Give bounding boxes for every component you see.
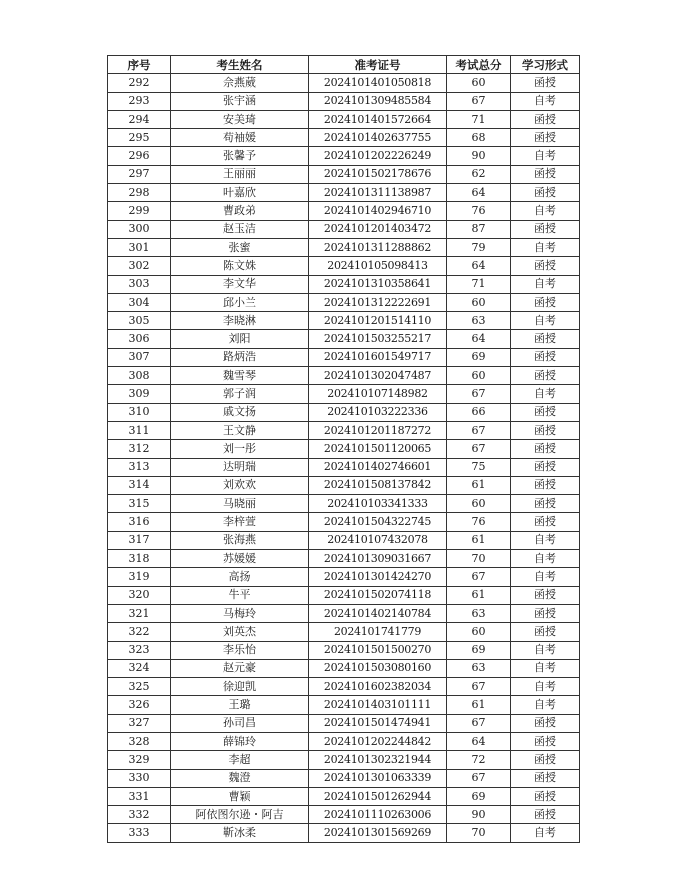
study-mode-cell: 自考 xyxy=(511,202,580,220)
study-mode-cell: 自考 xyxy=(511,531,580,549)
table-row xyxy=(108,787,580,805)
study-mode-cell: 函授 xyxy=(511,586,580,604)
admission-ticket-cell: 2024101201187272 xyxy=(309,421,447,439)
total-score-cell: 60 xyxy=(447,74,511,92)
admission-ticket-cell: 202410103222336 xyxy=(309,403,447,421)
study-mode-cell: 自考 xyxy=(511,385,580,403)
admission-ticket-cell: 2024101309031667 xyxy=(309,550,447,568)
admission-ticket-cell: 2024101504322745 xyxy=(309,513,447,531)
candidate-name-cell: 曹颖 xyxy=(171,787,309,805)
admission-ticket-cell: 2024101202244842 xyxy=(309,732,447,750)
candidate-name-cell: 魏澄 xyxy=(171,769,309,787)
candidate-name-cell: 李梓萱 xyxy=(171,513,309,531)
serial-number-cell: 309 xyxy=(108,385,171,403)
total-score-cell: 76 xyxy=(447,513,511,531)
total-score-cell: 61 xyxy=(447,531,511,549)
serial-number-cell: 292 xyxy=(108,74,171,92)
table-row xyxy=(108,550,580,568)
table-row xyxy=(108,458,580,476)
table-row xyxy=(108,74,580,92)
total-score-cell: 63 xyxy=(447,312,511,330)
candidate-name-cell: 张蜜 xyxy=(171,238,309,256)
total-score-cell: 79 xyxy=(447,238,511,256)
serial-number-cell: 316 xyxy=(108,513,171,531)
table-row xyxy=(108,367,580,385)
candidate-name-cell: 刘欢欢 xyxy=(171,476,309,494)
table-row xyxy=(108,604,580,622)
table-row xyxy=(108,275,580,293)
header-study-mode: 学习形式 xyxy=(511,56,580,74)
serial-number-cell: 326 xyxy=(108,696,171,714)
table-row xyxy=(108,403,580,421)
study-mode-cell: 自考 xyxy=(511,678,580,696)
table-row xyxy=(108,586,580,604)
total-score-cell: 61 xyxy=(447,586,511,604)
study-mode-cell: 函授 xyxy=(511,330,580,348)
candidate-name-cell: 叶嘉欣 xyxy=(171,184,309,202)
candidate-name-cell: 赵元豪 xyxy=(171,659,309,677)
total-score-cell: 90 xyxy=(447,806,511,824)
admission-ticket-cell: 2024101402746601 xyxy=(309,458,447,476)
admission-ticket-cell: 2024101202226249 xyxy=(309,147,447,165)
study-mode-cell: 自考 xyxy=(511,550,580,568)
serial-number-cell: 299 xyxy=(108,202,171,220)
table-row xyxy=(108,385,580,403)
header-total-score: 考试总分 xyxy=(447,56,511,74)
serial-number-cell: 293 xyxy=(108,92,171,110)
table-body xyxy=(108,74,580,842)
study-mode-cell: 函授 xyxy=(511,714,580,732)
total-score-cell: 76 xyxy=(447,202,511,220)
admission-ticket-cell: 2024101309485584 xyxy=(309,92,447,110)
serial-number-cell: 324 xyxy=(108,659,171,677)
serial-number-cell: 327 xyxy=(108,714,171,732)
study-mode-cell: 函授 xyxy=(511,129,580,147)
candidate-name-cell: 赵玉洁 xyxy=(171,220,309,238)
candidate-name-cell: 邱小兰 xyxy=(171,293,309,311)
serial-number-cell: 303 xyxy=(108,275,171,293)
total-score-cell: 67 xyxy=(447,678,511,696)
admission-ticket-cell: 2024101201403472 xyxy=(309,220,447,238)
serial-number-cell: 305 xyxy=(108,312,171,330)
admission-ticket-cell: 2024101301063339 xyxy=(309,769,447,787)
candidate-name-cell: 陈文姝 xyxy=(171,257,309,275)
serial-number-cell: 296 xyxy=(108,147,171,165)
table-row xyxy=(108,440,580,458)
total-score-cell: 67 xyxy=(447,714,511,732)
total-score-cell: 68 xyxy=(447,129,511,147)
candidate-name-cell: 阿依图尔逊・阿吉 xyxy=(171,806,309,824)
candidate-name-cell: 张海燕 xyxy=(171,531,309,549)
header-admission-ticket-number: 准考证号 xyxy=(309,56,447,74)
candidate-name-cell: 李超 xyxy=(171,751,309,769)
table-row xyxy=(108,129,580,147)
study-mode-cell: 函授 xyxy=(511,367,580,385)
study-mode-cell: 函授 xyxy=(511,604,580,622)
study-mode-cell: 自考 xyxy=(511,275,580,293)
total-score-cell: 70 xyxy=(447,824,511,842)
study-mode-cell: 函授 xyxy=(511,440,580,458)
total-score-cell: 69 xyxy=(447,787,511,805)
total-score-cell: 64 xyxy=(447,257,511,275)
serial-number-cell: 313 xyxy=(108,458,171,476)
study-mode-cell: 函授 xyxy=(511,184,580,202)
admission-ticket-cell: 2024101310358641 xyxy=(309,275,447,293)
candidate-name-cell: 王文静 xyxy=(171,421,309,439)
table-row xyxy=(108,147,580,165)
study-mode-cell: 自考 xyxy=(511,824,580,842)
candidate-name-cell: 徐迎凯 xyxy=(171,678,309,696)
serial-number-cell: 302 xyxy=(108,257,171,275)
total-score-cell: 64 xyxy=(447,330,511,348)
serial-number-cell: 298 xyxy=(108,184,171,202)
candidate-name-cell: 李晓淋 xyxy=(171,312,309,330)
candidate-name-cell: 李文华 xyxy=(171,275,309,293)
total-score-cell: 62 xyxy=(447,165,511,183)
exam-results-table xyxy=(107,55,580,843)
study-mode-cell: 自考 xyxy=(511,641,580,659)
serial-number-cell: 318 xyxy=(108,550,171,568)
table-row xyxy=(108,92,580,110)
candidate-name-cell: 牛平 xyxy=(171,586,309,604)
table-row xyxy=(108,714,580,732)
study-mode-cell: 自考 xyxy=(511,147,580,165)
serial-number-cell: 317 xyxy=(108,531,171,549)
candidate-name-cell: 佘燕葳 xyxy=(171,74,309,92)
total-score-cell: 60 xyxy=(447,293,511,311)
table-row xyxy=(108,330,580,348)
serial-number-cell: 304 xyxy=(108,293,171,311)
study-mode-cell: 自考 xyxy=(511,238,580,256)
candidate-name-cell: 刘一彤 xyxy=(171,440,309,458)
candidate-name-cell: 魏雪琴 xyxy=(171,367,309,385)
study-mode-cell: 自考 xyxy=(511,659,580,677)
admission-ticket-cell: 2024101312222691 xyxy=(309,293,447,311)
study-mode-cell: 函授 xyxy=(511,74,580,92)
serial-number-cell: 329 xyxy=(108,751,171,769)
total-score-cell: 66 xyxy=(447,403,511,421)
candidate-name-cell: 苟袖媛 xyxy=(171,129,309,147)
serial-number-cell: 332 xyxy=(108,806,171,824)
serial-number-cell: 300 xyxy=(108,220,171,238)
header-candidate-name: 考生姓名 xyxy=(171,56,309,74)
serial-number-cell: 321 xyxy=(108,604,171,622)
table-row xyxy=(108,293,580,311)
candidate-name-cell: 孙司昌 xyxy=(171,714,309,732)
admission-ticket-cell: 2024101402946710 xyxy=(309,202,447,220)
study-mode-cell: 函授 xyxy=(511,495,580,513)
study-mode-cell: 函授 xyxy=(511,623,580,641)
total-score-cell: 87 xyxy=(447,220,511,238)
table-row xyxy=(108,659,580,677)
study-mode-cell: 函授 xyxy=(511,732,580,750)
table-row xyxy=(108,769,580,787)
serial-number-cell: 311 xyxy=(108,421,171,439)
table-row xyxy=(108,732,580,750)
table-row xyxy=(108,531,580,549)
serial-number-cell: 301 xyxy=(108,238,171,256)
serial-number-cell: 325 xyxy=(108,678,171,696)
serial-number-cell: 295 xyxy=(108,129,171,147)
total-score-cell: 60 xyxy=(447,495,511,513)
table-row xyxy=(108,495,580,513)
total-score-cell: 60 xyxy=(447,623,511,641)
serial-number-cell: 312 xyxy=(108,440,171,458)
admission-ticket-cell: 202410107432078 xyxy=(309,531,447,549)
total-score-cell: 60 xyxy=(447,367,511,385)
study-mode-cell: 函授 xyxy=(511,769,580,787)
total-score-cell: 61 xyxy=(447,696,511,714)
total-score-cell: 70 xyxy=(447,550,511,568)
study-mode-cell: 自考 xyxy=(511,568,580,586)
study-mode-cell: 函授 xyxy=(511,293,580,311)
admission-ticket-cell: 2024101602382034 xyxy=(309,678,447,696)
candidate-name-cell: 戚文扬 xyxy=(171,403,309,421)
total-score-cell: 71 xyxy=(447,110,511,128)
admission-ticket-cell: 2024101508137842 xyxy=(309,476,447,494)
admission-ticket-cell: 2024101311138987 xyxy=(309,184,447,202)
candidate-name-cell: 张馨予 xyxy=(171,147,309,165)
table-row xyxy=(108,257,580,275)
candidate-name-cell: 刘英杰 xyxy=(171,623,309,641)
total-score-cell: 67 xyxy=(447,440,511,458)
total-score-cell: 67 xyxy=(447,568,511,586)
total-score-cell: 67 xyxy=(447,92,511,110)
admission-ticket-cell: 2024101503255217 xyxy=(309,330,447,348)
serial-number-cell: 314 xyxy=(108,476,171,494)
study-mode-cell: 函授 xyxy=(511,165,580,183)
admission-ticket-cell: 2024101311288862 xyxy=(309,238,447,256)
candidate-name-cell: 高扬 xyxy=(171,568,309,586)
study-mode-cell: 函授 xyxy=(511,513,580,531)
serial-number-cell: 331 xyxy=(108,787,171,805)
total-score-cell: 61 xyxy=(447,476,511,494)
table-row xyxy=(108,806,580,824)
study-mode-cell: 函授 xyxy=(511,751,580,769)
table-row xyxy=(108,348,580,366)
admission-ticket-cell: 2024101302047487 xyxy=(309,367,447,385)
admission-ticket-cell: 2024101501474941 xyxy=(309,714,447,732)
total-score-cell: 90 xyxy=(447,147,511,165)
serial-number-cell: 320 xyxy=(108,586,171,604)
admission-ticket-cell: 2024101402637755 xyxy=(309,129,447,147)
study-mode-cell: 函授 xyxy=(511,257,580,275)
candidate-name-cell: 刘阳 xyxy=(171,330,309,348)
admission-ticket-cell: 2024101401572664 xyxy=(309,110,447,128)
total-score-cell: 67 xyxy=(447,769,511,787)
candidate-name-cell: 郭子润 xyxy=(171,385,309,403)
table-row xyxy=(108,476,580,494)
admission-ticket-cell: 2024101601549717 xyxy=(309,348,447,366)
study-mode-cell: 函授 xyxy=(511,403,580,421)
candidate-name-cell: 王璐 xyxy=(171,696,309,714)
study-mode-cell: 自考 xyxy=(511,92,580,110)
serial-number-cell: 319 xyxy=(108,568,171,586)
candidate-name-cell: 苏媛媛 xyxy=(171,550,309,568)
total-score-cell: 64 xyxy=(447,732,511,750)
admission-ticket-cell: 2024101741779 xyxy=(309,623,447,641)
table-row xyxy=(108,110,580,128)
table-row xyxy=(108,751,580,769)
admission-ticket-cell: 2024101401050818 xyxy=(309,74,447,92)
candidate-name-cell: 马梅玲 xyxy=(171,604,309,622)
admission-ticket-cell: 2024101501120065 xyxy=(309,440,447,458)
admission-ticket-cell: 2024101502074118 xyxy=(309,586,447,604)
admission-ticket-cell: 2024101301569269 xyxy=(309,824,447,842)
total-score-cell: 67 xyxy=(447,421,511,439)
total-score-cell: 64 xyxy=(447,184,511,202)
admission-ticket-cell: 202410103341333 xyxy=(309,495,447,513)
admission-ticket-cell: 2024101302321944 xyxy=(309,751,447,769)
serial-number-cell: 315 xyxy=(108,495,171,513)
total-score-cell: 67 xyxy=(447,385,511,403)
table-row xyxy=(108,824,580,842)
candidate-name-cell: 达明瑞 xyxy=(171,458,309,476)
total-score-cell: 69 xyxy=(447,641,511,659)
serial-number-cell: 328 xyxy=(108,732,171,750)
candidate-name-cell: 靳冰柔 xyxy=(171,824,309,842)
admission-ticket-cell: 2024101402140784 xyxy=(309,604,447,622)
candidate-name-cell: 马晓丽 xyxy=(171,495,309,513)
admission-ticket-cell: 2024101502178676 xyxy=(309,165,447,183)
serial-number-cell: 333 xyxy=(108,824,171,842)
candidate-name-cell: 路炳浩 xyxy=(171,348,309,366)
admission-ticket-cell: 2024101501500270 xyxy=(309,641,447,659)
candidate-name-cell: 曹政弟 xyxy=(171,202,309,220)
study-mode-cell: 函授 xyxy=(511,458,580,476)
table-row xyxy=(108,238,580,256)
total-score-cell: 71 xyxy=(447,275,511,293)
table-row xyxy=(108,165,580,183)
table-row xyxy=(108,513,580,531)
admission-ticket-cell: 2024101501262944 xyxy=(309,787,447,805)
table-row xyxy=(108,220,580,238)
admission-ticket-cell: 2024101403101111 xyxy=(309,696,447,714)
study-mode-cell: 函授 xyxy=(511,476,580,494)
table-header-row xyxy=(108,56,580,74)
header-serial-number: 序号 xyxy=(108,56,171,74)
candidate-name-cell: 张宇涵 xyxy=(171,92,309,110)
study-mode-cell: 函授 xyxy=(511,787,580,805)
table-row xyxy=(108,641,580,659)
study-mode-cell: 自考 xyxy=(511,312,580,330)
total-score-cell: 63 xyxy=(447,659,511,677)
table-row xyxy=(108,421,580,439)
table-row xyxy=(108,202,580,220)
total-score-cell: 69 xyxy=(447,348,511,366)
admission-ticket-cell: 2024101110263006 xyxy=(309,806,447,824)
table-row xyxy=(108,678,580,696)
serial-number-cell: 297 xyxy=(108,165,171,183)
study-mode-cell: 函授 xyxy=(511,421,580,439)
table-row xyxy=(108,312,580,330)
study-mode-cell: 函授 xyxy=(511,220,580,238)
serial-number-cell: 294 xyxy=(108,110,171,128)
serial-number-cell: 323 xyxy=(108,641,171,659)
table-row xyxy=(108,696,580,714)
candidate-name-cell: 薛锦玲 xyxy=(171,732,309,750)
study-mode-cell: 函授 xyxy=(511,348,580,366)
serial-number-cell: 307 xyxy=(108,348,171,366)
serial-number-cell: 306 xyxy=(108,330,171,348)
serial-number-cell: 308 xyxy=(108,367,171,385)
admission-ticket-cell: 2024101201514110 xyxy=(309,312,447,330)
admission-ticket-cell: 202410107148982 xyxy=(309,385,447,403)
total-score-cell: 72 xyxy=(447,751,511,769)
serial-number-cell: 310 xyxy=(108,403,171,421)
study-mode-cell: 自考 xyxy=(511,696,580,714)
admission-ticket-cell: 2024101301424270 xyxy=(309,568,447,586)
candidate-name-cell: 李乐怡 xyxy=(171,641,309,659)
study-mode-cell: 函授 xyxy=(511,806,580,824)
candidate-name-cell: 王丽丽 xyxy=(171,165,309,183)
serial-number-cell: 330 xyxy=(108,769,171,787)
admission-ticket-cell: 202410105098413 xyxy=(309,257,447,275)
table-row xyxy=(108,623,580,641)
table-row xyxy=(108,184,580,202)
serial-number-cell: 322 xyxy=(108,623,171,641)
admission-ticket-cell: 2024101503080160 xyxy=(309,659,447,677)
table-row xyxy=(108,568,580,586)
total-score-cell: 63 xyxy=(447,604,511,622)
candidate-name-cell: 安美琦 xyxy=(171,110,309,128)
study-mode-cell: 函授 xyxy=(511,110,580,128)
total-score-cell: 75 xyxy=(447,458,511,476)
